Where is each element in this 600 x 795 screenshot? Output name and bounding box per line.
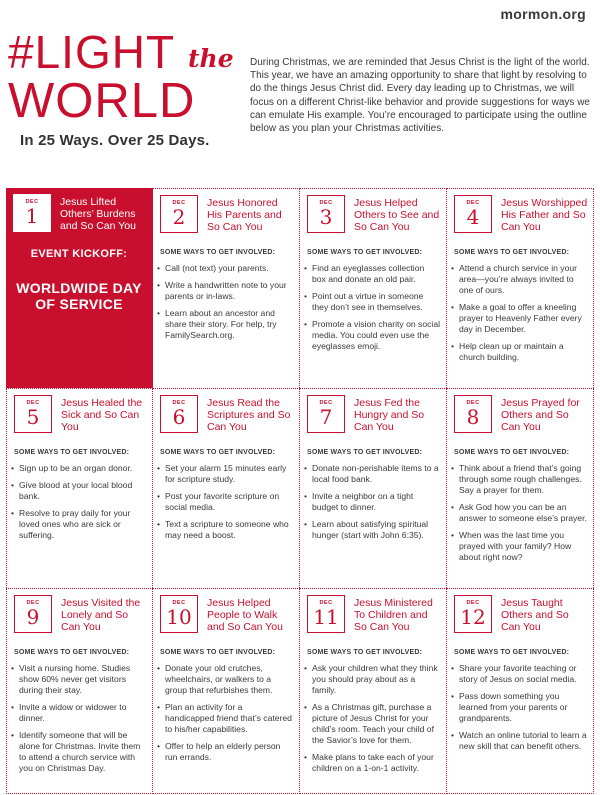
date-day: 5 xyxy=(26,405,40,429)
date-day: 6 xyxy=(172,405,186,429)
suggestion-item: • Offer to help an elderly person run errands. xyxy=(157,741,293,763)
suggestion-item: • Ask your children what they think you should pray about as a family. xyxy=(304,663,440,696)
tagline: In 25 Ways. Over 25 Days. xyxy=(20,132,210,149)
date-box xyxy=(14,595,52,633)
date-month: DEC xyxy=(466,200,480,206)
suggestion-list xyxy=(451,463,587,569)
date-box xyxy=(13,194,51,232)
suggestion-list xyxy=(451,663,587,758)
day-title: Jesus Read the Scriptures and So Can You xyxy=(207,397,291,433)
ways-heading: SOME WAYS TO GET INVOLVED: xyxy=(307,649,423,656)
day-card-10 xyxy=(153,588,300,794)
day-title: Jesus Ministered To Children and So Can You xyxy=(354,597,433,633)
date-day: 11 xyxy=(313,605,339,629)
date-month: DEC xyxy=(466,400,480,406)
date-day: 12 xyxy=(460,605,486,629)
date-month: DEC xyxy=(319,600,333,606)
suggestion-item: • Make plans to take each of your children on a 1-on-1 activity. xyxy=(304,752,440,774)
suggestion-list xyxy=(11,663,147,780)
suggestion-item: • Text a scripture to someone who may need a boost. xyxy=(157,519,293,541)
day-title: Jesus Healed the Sick and So Can You xyxy=(61,397,143,433)
date-month: DEC xyxy=(25,199,39,205)
date-day: 4 xyxy=(466,205,480,229)
ways-heading: SOME WAYS TO GET INVOLVED: xyxy=(160,449,276,456)
date-box xyxy=(14,395,52,433)
day-card-4 xyxy=(447,188,594,388)
event-kickoff-label: EVENT KICKOFF: xyxy=(30,248,128,260)
light-the-world-logo xyxy=(8,26,234,128)
suggestion-item: • Set your alarm 15 minutes early for scripture study. xyxy=(157,463,293,485)
suggestion-item: • Learn about satisfying spiritual hunger (start with John 6:35). xyxy=(304,519,440,541)
ways-heading: SOME WAYS TO GET INVOLVED: xyxy=(454,649,570,656)
date-box xyxy=(454,395,492,433)
site-url[interactable]: mormon.org xyxy=(500,6,586,22)
day-title: Jesus Worshipped His Father and So Can You xyxy=(501,197,588,233)
ways-heading: SOME WAYS TO GET INVOLVED: xyxy=(307,449,423,456)
date-box xyxy=(307,595,345,633)
suggestion-item: • Think about a friend that’s going through some rough challenges. Say a prayer for them. xyxy=(451,463,587,496)
day-card-7 xyxy=(300,388,447,588)
day-card-8 xyxy=(447,388,594,588)
intro-paragraph: During Christmas, we are reminded that Jesus Christ is the light of the world. This year, we have an amazing opportunity to share that light by resolving to do the things Jesus Christ did. Every day leading up to Christmas, we will focus on a different Christ-like behavior and provide suggestions for ways we can emulate His example. You’re encouraged to participate using the outline below as you plan your Christmas activities. xyxy=(250,57,590,135)
ways-heading: SOME WAYS TO GET INVOLVED: xyxy=(454,249,570,256)
suggestion-list xyxy=(304,663,440,780)
day-card-2 xyxy=(153,188,300,388)
day-title: Jesus Fed the Hungry and So Can You xyxy=(354,397,425,433)
date-month: DEC xyxy=(26,400,40,406)
date-month: DEC xyxy=(172,600,186,606)
day-title: Jesus Helped People to Walk and So Can You xyxy=(207,597,283,633)
suggestion-item: • Call (not text) your parents. xyxy=(157,263,293,274)
day-card-6 xyxy=(153,388,300,588)
day-card-12 xyxy=(447,588,594,794)
suggestion-item: • Visit a nursing home. Studies show 60% never get visitors during their stay. xyxy=(11,663,147,696)
suggestion-item: • Promote a vision charity on social media. You could even use the eyeglasses emoji. xyxy=(304,319,440,352)
suggestion-list xyxy=(157,263,293,347)
suggestion-list xyxy=(304,263,440,358)
logo-light-text: #LIGHT xyxy=(8,26,175,78)
suggestion-item: • Sign up to be an organ donor. xyxy=(11,463,147,474)
date-day: 1 xyxy=(25,204,39,228)
ways-heading: SOME WAYS TO GET INVOLVED: xyxy=(454,449,570,456)
suggestion-item: • Find an eyeglasses collection box and donate an old pair. xyxy=(304,263,440,285)
date-box xyxy=(307,395,345,433)
date-month: DEC xyxy=(319,200,333,206)
suggestion-item: • Donate non-perishable items to a local food bank. xyxy=(304,463,440,485)
suggestion-item: • Make a goal to offer a kneeling prayer to Heavenly Father every day in December. xyxy=(451,302,587,335)
suggestion-item: • Donate your old crutches, wheelchairs, or walkers to a group that refurbishes them. xyxy=(157,663,293,696)
suggestion-item: • Post your favorite scripture on social media. xyxy=(157,491,293,513)
suggestion-item: • Point out a virtue in someone they don’t see in themselves. xyxy=(304,291,440,313)
suggestion-item: • Share your favorite teaching or story of Jesus on social media. xyxy=(451,663,587,685)
day-card-3 xyxy=(300,188,447,388)
day-title: Jesus Prayed for Others and So Can You xyxy=(501,397,580,433)
ways-heading: SOME WAYS TO GET INVOLVED: xyxy=(160,249,276,256)
day-title: Jesus Lifted Others’ Burdens and So Can You xyxy=(60,196,136,232)
calendar-row xyxy=(6,588,594,788)
suggestion-item: • Help clean up or maintain a church building. xyxy=(451,341,587,363)
ways-heading: SOME WAYS TO GET INVOLVED: xyxy=(14,649,130,656)
event-kickoff-title: WORLDWIDE DAY OF SERVICE xyxy=(16,280,142,312)
day-title: Jesus Taught Others and So Can You xyxy=(501,597,569,633)
suggestion-item: • Ask God how you can be an answer to someone else’s prayer. xyxy=(451,502,587,524)
suggestion-item: • As a Christmas gift, purchase a picture of Jesus Christ for your child’s room. Teach your child of the Savior’s love for them. xyxy=(304,702,440,746)
ways-heading: SOME WAYS TO GET INVOLVED: xyxy=(307,249,423,256)
suggestion-item: • Write a handwritten note to your parents or in-laws. xyxy=(157,280,293,302)
suggestion-item: • Attend a church service in your area—you’re always invited to one of ours. xyxy=(451,263,587,296)
suggestion-list xyxy=(304,463,440,547)
suggestion-item: • Learn about an ancestor and share their story. For help, try FamilySearch.org. xyxy=(157,308,293,341)
day-title: Jesus Helped Others to See and So Can You xyxy=(354,197,440,233)
date-box xyxy=(454,195,492,233)
suggestion-item: • Pass down something you learned from your parents or grandparents. xyxy=(451,691,587,724)
suggestion-item: • Resolve to pray daily for your loved ones who are sick or suffering. xyxy=(11,508,147,541)
suggestion-item: • When was the last time you prayed with your family? How about right now? xyxy=(451,530,587,563)
date-box xyxy=(160,195,198,233)
suggestion-list xyxy=(451,263,587,369)
suggestion-list xyxy=(11,463,147,547)
day-title: Jesus Visited the Lonely and So Can You xyxy=(61,597,141,633)
day-card-11 xyxy=(300,588,447,794)
suggestion-list xyxy=(157,663,293,769)
calendar-row xyxy=(6,188,594,388)
suggestion-list xyxy=(157,463,293,547)
suggestion-item: • Invite a widow or widower to dinner. xyxy=(11,702,147,724)
suggestion-item: • Invite a neighbor on a tight budget to dinner. xyxy=(304,491,440,513)
suggestion-item: • Watch an online tutorial to learn a new skill that can benefit others. xyxy=(451,730,587,752)
day-title: Jesus Honored His Parents and So Can You xyxy=(207,197,282,233)
logo-world-text: WORLD xyxy=(8,73,196,128)
date-day: 7 xyxy=(319,405,333,429)
date-month: DEC xyxy=(26,600,40,606)
date-month: DEC xyxy=(319,400,333,406)
ways-heading: SOME WAYS TO GET INVOLVED: xyxy=(160,649,276,656)
date-box xyxy=(160,395,198,433)
suggestion-item: • Give blood at your local blood bank. xyxy=(11,480,147,502)
ways-heading: SOME WAYS TO GET INVOLVED: xyxy=(14,449,130,456)
date-month: DEC xyxy=(172,200,186,206)
day-card-9 xyxy=(6,588,153,794)
day-card-5 xyxy=(6,388,153,588)
suggestion-item: • Identify someone that will be alone for Christmas. Invite them to attend a church service with you on Christmas Day. xyxy=(11,730,147,774)
date-day: 8 xyxy=(466,405,480,429)
date-day: 2 xyxy=(172,205,186,229)
date-box xyxy=(160,595,198,633)
date-box xyxy=(454,595,492,633)
date-day: 9 xyxy=(26,605,40,629)
date-day: 10 xyxy=(166,605,192,629)
day-card-1 xyxy=(6,188,153,388)
logo-the-text: the xyxy=(188,43,234,73)
date-month: DEC xyxy=(172,400,186,406)
date-day: 3 xyxy=(319,205,333,229)
suggestion-item: • Plan an activity for a handicapped friend that’s catered to his/her capabilities. xyxy=(157,702,293,735)
date-month: DEC xyxy=(466,600,480,606)
calendar-row xyxy=(6,388,594,588)
date-box xyxy=(307,195,345,233)
calendar-grid xyxy=(6,188,594,788)
